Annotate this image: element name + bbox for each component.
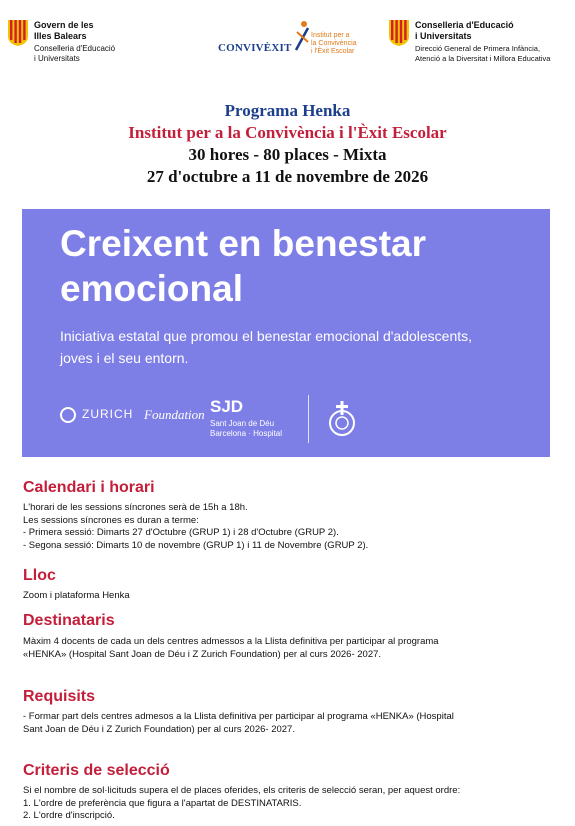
- henka-banner: [22, 209, 550, 457]
- institute-title: Institut per a la Convivència i l'Èxit Escolar: [128, 123, 447, 142]
- banner-divider: [308, 395, 309, 443]
- balearic-crest-icon: [389, 20, 409, 46]
- convivexit-logo: [218, 20, 358, 70]
- document-header: [0, 14, 575, 72]
- govern-title: Govern de les Illes Balears: [34, 20, 94, 41]
- banner-subtitle: Iniciativa estatal que promou el benestar emocional d'adolescents, joves i el seu entorn.: [60, 328, 473, 366]
- govern-illes-balears-logo: [8, 20, 138, 70]
- sjd-seal-icon: [322, 399, 362, 439]
- audience-text: Màxim 4 docents de cada un dels centres admessos a la Llista definitiva per participar al programa «HENKA» (Hospital Sant Joan de Déu i Z Zurich Foundation) per al curs 2026- 2027.: [23, 636, 439, 660]
- govern-department: Conselleria d'Educació i Universitats: [34, 44, 116, 63]
- section-title-audience: Destinataris: [23, 612, 115, 629]
- calendar-text: L'horari de les sessions síncrones serà de 15h a 18h. Les sessions síncrones es duran a terme: - Primera sessió: Dimarts 27 d'Octubre (GRUP 1) i 28 d'Octubre (GRUP 2). - Segona sessió: Dimarts 10 de novembre (GRUP 1) i 11 de Novembre (GRUP 2).: [23, 502, 369, 551]
- sjd-logo: SJD: [210, 397, 244, 416]
- balearic-crest-icon: [8, 20, 28, 46]
- section-title-calendar: Calendari i horari: [23, 479, 155, 496]
- convivexit-brand: CONVIVÈXIT: [218, 42, 292, 54]
- banner-headline: Creixent en benestar emocional: [60, 223, 427, 309]
- program-title: Programa Henka: [224, 101, 351, 120]
- convivexit-figure-icon: [294, 20, 310, 52]
- conselleria-title: Conselleria d'Educació i Universitats: [415, 20, 514, 41]
- zurich-label: ZURICH: [82, 407, 134, 421]
- section-title-criteria: Criteris de selecció: [23, 762, 170, 779]
- requirements-text: - Formar part dels centres admesos a la Llista definitiva per participar al programa «HENKA» (Hospital Sant Joan de Déu i Z Zurich Foundation) per al curs 2026- 2027.: [23, 711, 454, 735]
- conselleria-logo: [389, 20, 569, 70]
- foundation-label: Foundation: [144, 407, 205, 422]
- convivexit-tagline: Institut per a la Convivència i l'Èxit Escolar: [311, 32, 357, 55]
- course-title-block: [0, 100, 575, 188]
- course-details: 30 hores - 80 places - Mixta: [188, 145, 387, 164]
- section-title-requirements: Requisits: [23, 688, 96, 705]
- direccio-general: Direcció General de Primera Infància, Atenció a la Diversitat i Millora Educativa: [415, 44, 551, 63]
- section-title-place: Lloc: [23, 567, 56, 584]
- criteria-text: Si el nombre de sol·licituds supera el de places oferides, els criteris de selecció seran, per aquest ordre: 1. L'ordre de preferència que figura a l'apartat de DESTINATARIS. 2. L'ordre d'inscripció.: [23, 785, 461, 821]
- sjd-subtitle: Sant Joan de Déu Barcelona · Hospital: [210, 419, 283, 438]
- banner-partner-logos: [60, 395, 520, 445]
- zurich-z-icon: [60, 407, 76, 423]
- course-dates: 27 d'octubre a 11 de novembre de 2026: [146, 167, 429, 186]
- place-text: Zoom i plataforma Henka: [23, 590, 130, 601]
